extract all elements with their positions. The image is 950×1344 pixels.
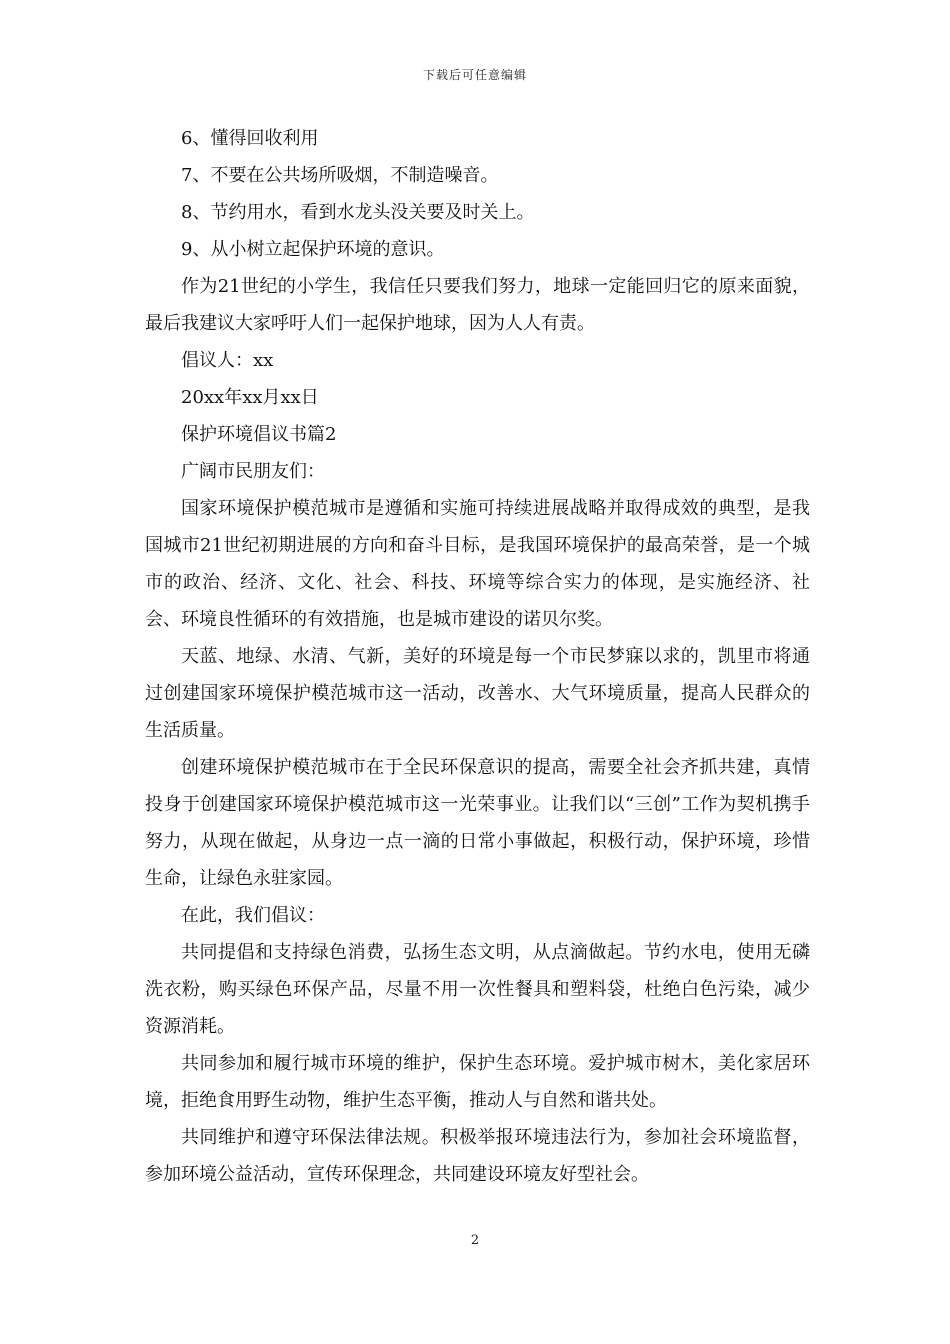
section-title: 保护环境倡议书篇2 — [181, 424, 337, 445]
closing-paragraph: 作为21世纪的小学生，我信任只要我们努力，地球一定能回归它的原来面貌，最后我建议大家呼吁人们一起保护地球，因为人人有责。 — [145, 276, 810, 334]
page-number: 2 — [470, 1233, 480, 1248]
body-paragraph: 国家环境保护模范城市是遵循和实施可持续进展战略并取得成效的典型，是我国城市21世纪初期进展的方向和奋斗目标，是我国环境保护的最高荣誉，是一个城市的政治、经济、文化、社会、科技、环境等综合实力的体现，是实施经济、社会、环境良性循环的有效措施，也是城市建设的诺贝尔奖。 — [145, 498, 810, 630]
salutation: 广阔市民朋友们： — [181, 461, 325, 482]
proposal-intro: 在此，我们倡议： — [181, 905, 325, 926]
body-paragraph: 创建环境保护模范城市在于全民环保意识的提高，需要全社会齐抓共建，真情投身于创建国家环境保护模范城市这一光荣事业。让我们以“三创”工作为契机携手努力，从现在做起，从身边一点一滴的日常小事做起，积极行动，保护环境，珍惜生命，让绿色永驻家园。 — [145, 757, 810, 889]
list-item-7: 7、不要在公共场所吸烟，不制造噪音。 — [181, 165, 499, 186]
page-header: 下载后可任意编辑 — [422, 68, 527, 82]
proposal-item: 共同提倡和支持绿色消费，弘扬生态文明，从点滴做起。节约水电，使用无磷洗衣粉，购买绿色环保产品，尽量不用一次性餐具和塑料袋，杜绝白色污染，减少资源消耗。 — [145, 942, 810, 1037]
body-paragraph: 天蓝、地绿、水清、气新，美好的环境是每一个市民梦寐以求的，凯里市将通过创建国家环境保护模范城市这一活动，改善水、大气环境质量，提高人民群众的生活质量。 — [145, 646, 810, 741]
list-item-9: 9、从小树立起保护环境的意识。 — [181, 239, 445, 260]
list-item-8: 8、节约用水，看到水龙头没关要及时关上。 — [181, 202, 535, 223]
proposal-item: 共同维护和遵守环保法律法规。积极举报环境违法行为，参加社会环境监督，参加环境公益活动，宣传环保理念，共同建设环境友好型社会。 — [145, 1127, 810, 1185]
list-item-6: 6、懂得回收利用 — [181, 128, 319, 149]
date-line: 20xx年xx月xx日 — [181, 387, 319, 408]
initiator-line: 倡议人：xx — [181, 350, 274, 371]
document-body — [145, 120, 810, 1193]
proposal-item: 共同参加和履行城市环境的维护，保护生态环境。爱护城市树木，美化家居环境，拒绝食用野生动物，维护生态平衡，推动人与自然和谐共处。 — [145, 1053, 810, 1111]
